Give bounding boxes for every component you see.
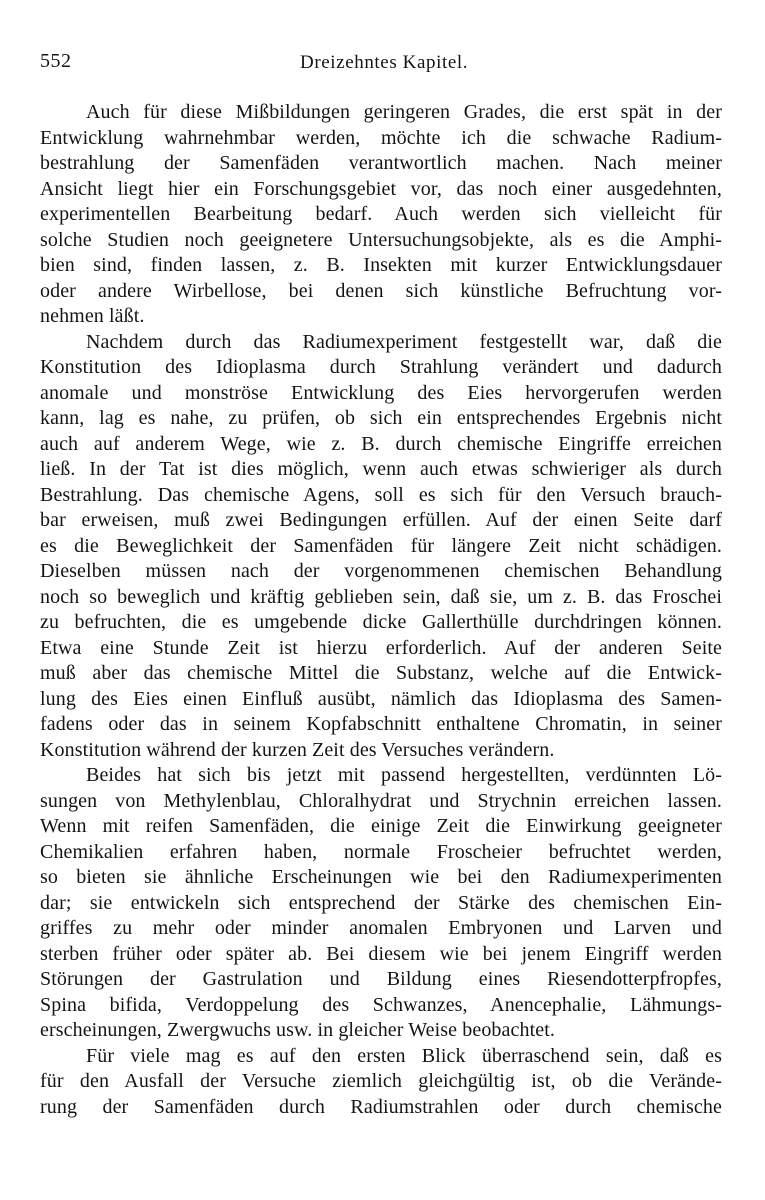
- text-line: sungen von Methylenblau, Chloralhydrat und Strychnin erreichen lassen.: [40, 789, 722, 812]
- paragraph-2: [40, 330, 722, 764]
- text-line: so bieten sie ähnliche Erscheinungen wie bei den Radiumexperimenten: [40, 866, 722, 888]
- running-title: Dreizehntes Kapitel.: [300, 52, 469, 73]
- text-line: dar; sie entwickeln sich entsprechend der Stärke des chemischen Ein-: [40, 891, 722, 914]
- text-line: Beides hat sich bis jetzt mit passend hergestellten, verdünnten Lö-: [86, 764, 722, 786]
- page-number: 552: [40, 50, 72, 72]
- text-line: Nachdem durch das Radiumexperiment festgestellt war, daß die: [86, 330, 722, 353]
- text-line: ließ. In der Tat ist dies möglich, wenn auch etwas schwieriger als durch: [40, 458, 722, 480]
- text-line: oder andere Wirbellose, bei denen sich künstliche Befruchtung vor-: [40, 279, 722, 302]
- text-line: Konstitution des Idioplasma durch Strahlung verändert und dadurch: [40, 356, 722, 378]
- paragraph-4: [40, 1044, 722, 1121]
- text-line: Etwa eine Stunde Zeit ist hierzu erforderlich. Auf der anderen Seite: [40, 636, 722, 659]
- text-line: Spina bifida, Verdoppelung des Schwanzes, Anencephalie, Lähmungs-: [40, 993, 722, 1016]
- text-line: muß aber das chemische Mittel die Substanz, welche auf die Entwick-: [40, 662, 722, 684]
- text-line: sterben früher oder später ab. Bei diesem wie bei jenem Eingriff werden: [40, 942, 722, 965]
- text-line: Konstitution während der kurzen Zeit des Versuches verändern.: [40, 738, 555, 761]
- paragraph-1: [40, 100, 722, 330]
- text-line: Störungen der Gastrulation und Bildung eines Riesendotterpfropfes,: [40, 968, 722, 990]
- text-line: auch auf anderem Wege, wie z. B. durch chemische Eingriffe erreichen: [40, 432, 722, 455]
- text-line: kann, lag es nahe, zu prüfen, ob sich ein entsprechendes Ergebnis nicht: [40, 407, 722, 429]
- text-line: nehmen läßt.: [40, 305, 145, 327]
- text-line: zu befruchten, die es umgebende dicke Gallerthülle durchdringen können.: [40, 611, 722, 633]
- text-line: Auch für diese Mißbildungen geringeren Grades, die erst spät in der: [86, 101, 722, 123]
- text-line: für den Ausfall der Versuche ziemlich gleichgültig ist, ob die Verände-: [40, 1070, 722, 1092]
- text-line: griffes zu mehr oder minder anomalen Embryonen und Larven und: [40, 917, 722, 939]
- text-line: Ansicht liegt hier ein Forschungsgebiet vor, das noch einer ausgedehnten,: [40, 177, 722, 200]
- text-line: bar erweisen, muß zwei Bedingungen erfüllen. Auf der einen Seite darf: [40, 509, 722, 531]
- text-line: Dieselben müssen nach der vorgenommenen chemischen Behandlung: [40, 560, 722, 582]
- text-line: erscheinungen, Zwergwuchs usw. in gleicher Weise beobachtet.: [40, 1019, 555, 1041]
- page-header: [40, 50, 740, 80]
- text-line: Wenn mit reifen Samenfäden, die einige Zeit die Einwirkung geeigneter: [40, 815, 722, 837]
- text-line: fadens oder das in seinem Kopfabschnitt enthaltene Chromatin, in seiner: [40, 713, 722, 735]
- text-line: noch so beweglich und kräftig geblieben sein, daß sie, um z. B. das Froschei: [40, 585, 722, 608]
- text-line: es die Beweglichkeit der Samenfäden für längere Zeit nicht schädigen.: [40, 534, 722, 557]
- text-line: bien sind, finden lassen, z. B. Insekten mit kurzer Entwicklungsdauer: [40, 254, 722, 276]
- paragraph-3: [40, 763, 722, 1044]
- text-line: Chemikalien erfahren haben, normale Froscheier befruchtet werden,: [40, 840, 722, 863]
- page-body: [40, 100, 722, 1120]
- text-line: Entwicklung wahrnehmbar werden, möchte ich die schwache Radium-: [40, 126, 722, 149]
- text-line: bestrahlung der Samenfäden verantwortlich machen. Nach meiner: [40, 152, 722, 174]
- text-line: Für viele mag es auf den ersten Blick überraschend sein, daß es: [86, 1044, 722, 1067]
- text-line: solche Studien noch geeignetere Untersuchungsobjekte, als es die Amphi-: [40, 228, 722, 251]
- text-line: lung des Eies einen Einfluß ausübt, nämlich das Idioplasma des Samen-: [40, 687, 722, 710]
- text-line: rung der Samenfäden durch Radiumstrahlen oder durch chemische: [40, 1095, 722, 1118]
- text-line: experimentellen Bearbeitung bedarf. Auch werden sich vielleicht für: [40, 203, 722, 225]
- text-line: Bestrahlung. Das chemische Agens, soll es sich für den Versuch brauch-: [40, 483, 722, 506]
- text-line: anomale und monströse Entwicklung des Eies hervorgerufen werden: [40, 381, 722, 404]
